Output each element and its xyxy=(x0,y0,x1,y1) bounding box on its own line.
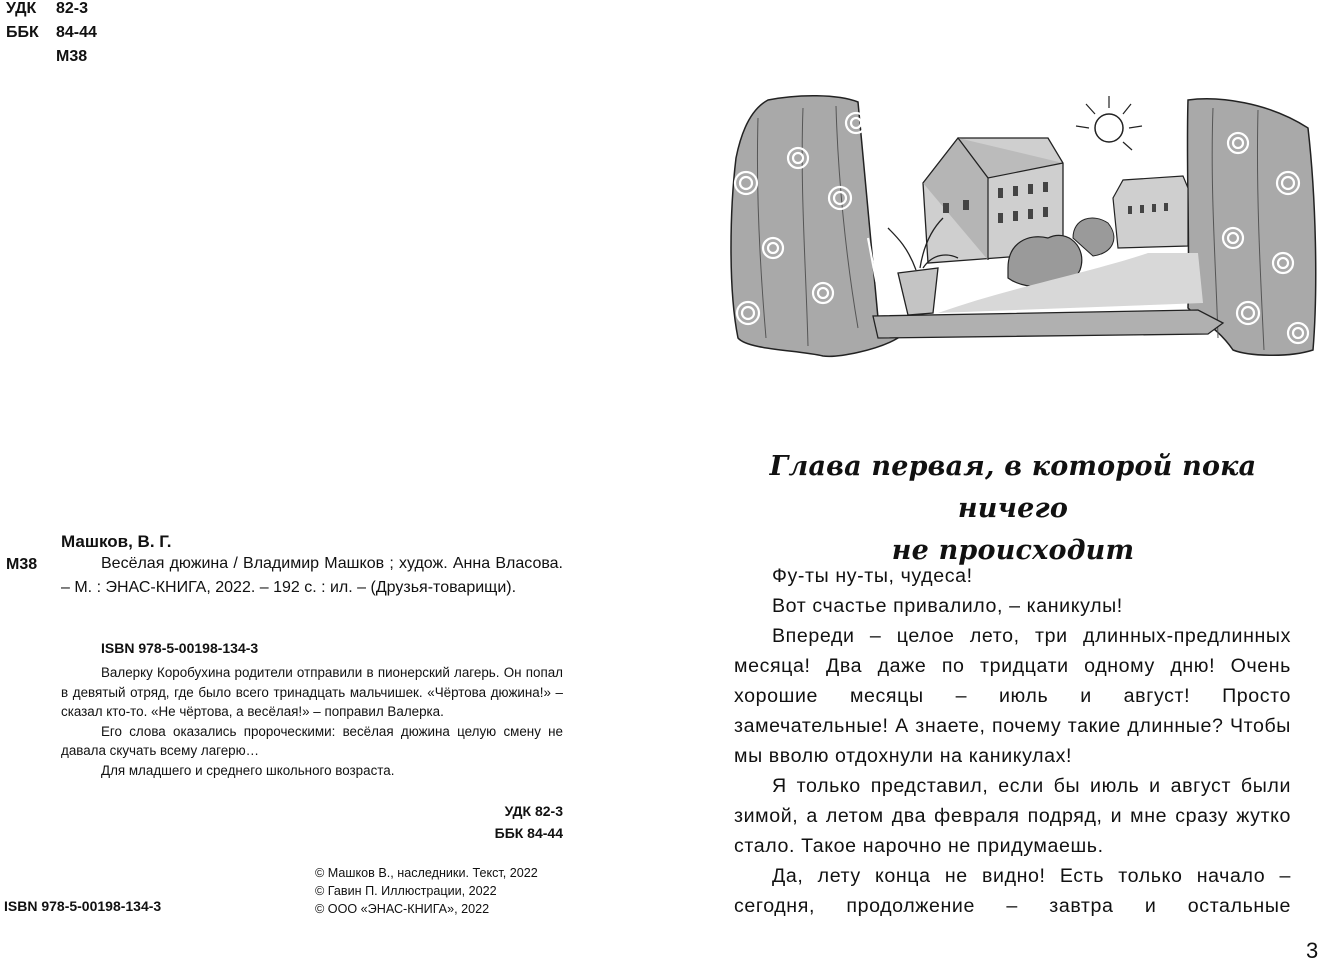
copyright-line: © Машков В., наследники. Текст, 2022 xyxy=(315,866,538,880)
author-name: Машков, В. Г. xyxy=(61,532,172,551)
bibliographic-description: Весёлая дюжина / Владимир Машков ; худож. Анна Власова. – М. : ЭНАС-КНИГА, 2022. – 192 с. : ил. – (Друзья-товарищи). xyxy=(61,555,563,596)
annotation xyxy=(61,663,563,781)
copyright-block xyxy=(315,864,538,918)
paragraph: Фу-ты ну-ты, чудеса! xyxy=(772,565,973,587)
window-illustration xyxy=(728,88,1318,363)
chapter-title-line: не происходит xyxy=(891,535,1135,566)
udk-header xyxy=(6,0,97,69)
bbk-code: ББК 84-44 xyxy=(494,825,563,841)
paragraph: Да, лету конца не видно! Есть только начало – сегодня, продолжение – завтра и остальные xyxy=(734,865,1291,917)
bbk-value: 84-44 xyxy=(56,24,97,41)
bbk-label: ББК xyxy=(6,24,39,41)
author-mark: М38 xyxy=(6,556,38,573)
paragraph: Я только представил, если бы июль и август были зимой, а летом два февраля подряд, и мне сразу жутко стало. Такое нарочно не придумаешь. xyxy=(734,775,1291,857)
chapter-title xyxy=(733,446,1293,572)
copyright-line: © ООО «ЭНАС-КНИГА», 2022 xyxy=(315,902,490,916)
chapter-title-line: Глава первая, в которой пока ничего xyxy=(769,451,1257,524)
isbn: ISBN 978-5-00198-134-3 xyxy=(101,640,259,656)
copyright-line: © Гавин П. Иллюстрации, 2022 xyxy=(315,884,497,898)
annotation-paragraph: Для младшего и среднего школьного возраста. xyxy=(101,762,395,778)
udk-label: УДК xyxy=(6,0,37,17)
udk-code: УДК 82-3 xyxy=(504,803,563,819)
classification-codes xyxy=(495,800,563,844)
chapter-body xyxy=(734,561,1291,921)
annotation-paragraph: Валерку Коробухина родители отправили в пионерский лагерь. Он попал в девятый отряд, где было всего тринадцать мальчишек. «Чёртова дюжина!» – сказал кто-то. «Не чёртова, а весёлая!» – поправил Валерка. xyxy=(61,665,563,720)
udk-value: 82-3 xyxy=(56,0,89,17)
page-number: 3 xyxy=(1306,938,1319,963)
paragraph: Впереди – целое лето, три длинных-предлинных месяца! Два даже по тридцати одному дню! Очень хорошие месяцы – июль и август! Просто замечательные! А знаете, почему такие длинные? Чтобы мы вволю отдохнули на каникулах! xyxy=(734,625,1291,767)
annotation-paragraph: Его слова оказались пророческими: весёлая дюжина целую смену не давала скучать всему лагерю… xyxy=(61,723,563,759)
paragraph: Вот счастье привалило, – каникулы! xyxy=(772,595,1123,617)
isbn-bottom: ISBN 978-5-00198-134-3 xyxy=(4,898,162,914)
author-mark-header: М38 xyxy=(56,48,88,65)
